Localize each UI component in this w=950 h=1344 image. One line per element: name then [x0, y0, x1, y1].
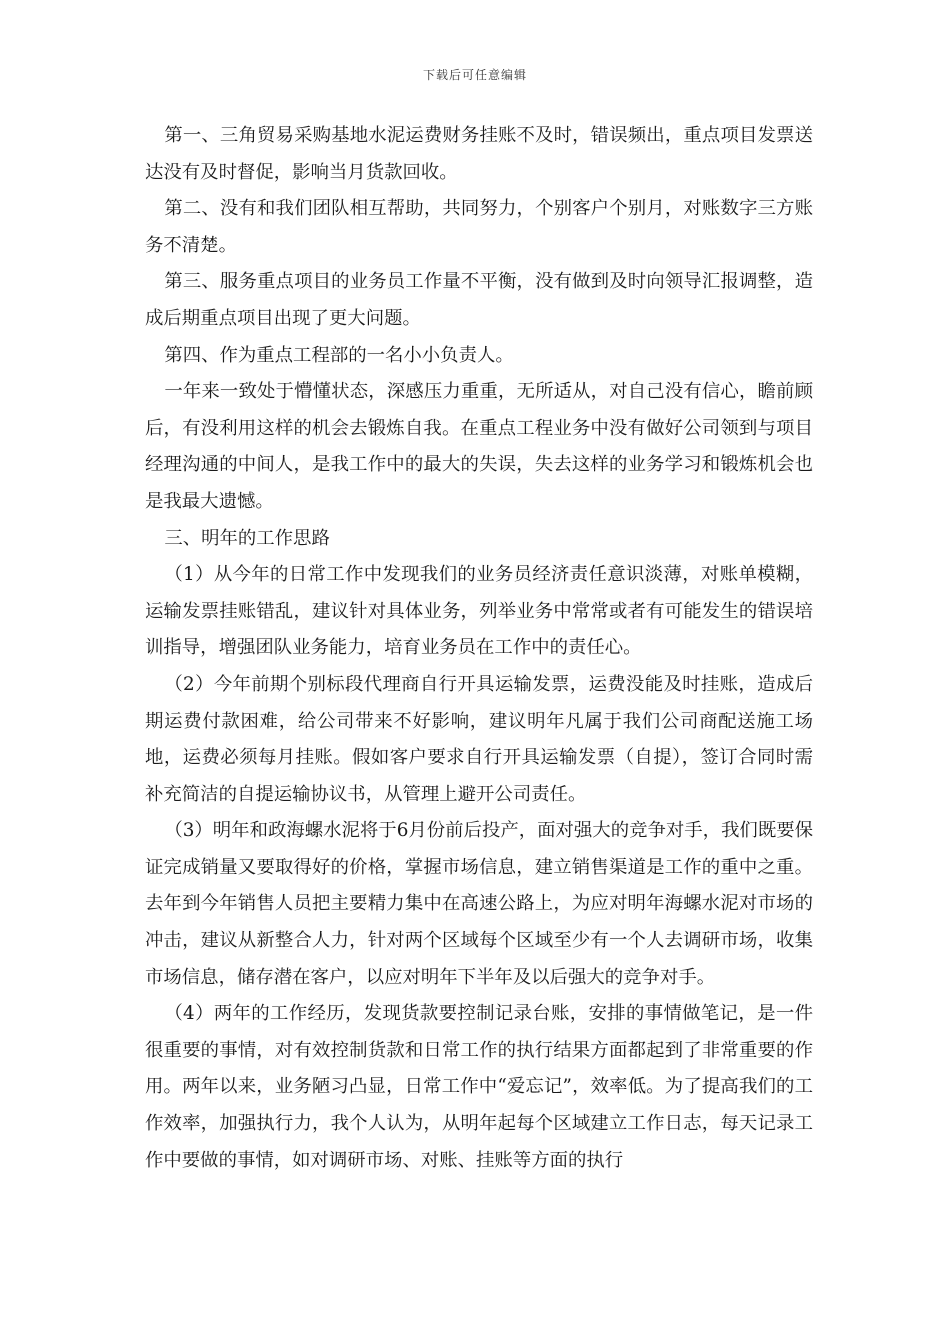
paragraph-self-reflection: 一年来一致处于懵懂状态，深感压力重重，无所适从，对自己没有信心，瞻前顾后，有没利用这样的机会去锻炼自我。在重点工程业务中没有做好公司领到与项目经理沟通的中间人，是我工作中的最大的失误，失去这样的业务学习和锻炼机会也是我最大遗憾。 — [145, 381, 813, 512]
document-body — [145, 118, 813, 1179]
page-header-note: 下载后可任意编辑 — [422, 68, 527, 82]
paragraph-plan-3: （3）明年和政海螺水泥将于6月份前后投产，面对强大的竞争对手，我们既要保证完成销量又要取得好的价格，掌握市场信息，建立销售渠道是工作的重中之重。去年到今年销售人员把主要精力集中在高速公路上，为应对明年海螺水泥对市场的冲击，建议从新整合人力，针对两个区域每个区域至少有一个人去调研市场，收集市场信息，储存潜在客户，以应对明年下半年及以后强大的竞争对手。 — [145, 820, 813, 988]
paragraph-issue-3: 第三、服务重点项目的业务员工作量不平衡，没有做到及时向领导汇报调整，造成后期重点项目出现了更大问题。 — [145, 271, 813, 329]
paragraph-plan-1: （1）从今年的日常工作中发现我们的业务员经济责任意识淡薄，对账单模糊，运输发票挂账错乱，建议针对具体业务，列举业务中常常或者有可能发生的错误培训指导，增强团队业务能力，培育业务员在工作中的责任心。 — [145, 564, 813, 659]
paragraph-issue-2: 第二、没有和我们团队相互帮助，共同努力，个别客户个别月，对账数字三方账务不清楚。 — [145, 198, 813, 256]
paragraph-plan-2: （2）今年前期个别标段代理商自行开具运输发票，运费没能及时挂账，造成后期运费付款困难，给公司带来不好影响，建议明年凡属于我们公司商配送施工场地，运费必须每月挂账。假如客户要求自行开具运输发票（自提），签订合同时需补充简洁的自提运输协议书，从管理上避开公司责任。 — [145, 673, 813, 805]
paragraph-issue-1: 第一、三角贸易采购基地水泥运费财务挂账不及时，错误频出，重点项目发票送达没有及时督促，影响当月货款回收。 — [145, 125, 813, 183]
section-heading-next-year-plan: 三、明年的工作思路 — [164, 527, 330, 549]
paragraph-issue-4: 第四、作为重点工程部的一名小小负责人。 — [164, 344, 514, 366]
paragraph-plan-4: （4）两年的工作经历，发现货款要控制记录台账，安排的事情做笔记，是一件很重要的事情，对有效控制货款和日常工作的执行结果方面都起到了非常重要的作用。两年以来，业务陋习凸显，日常工作中“爱忘记”，效率低。为了提高我们的工作效率，加强执行力，我个人认为，从明年起每个区域建立工作日志，每天记录工作中要做的事情，如对调研市场、对账、挂账等方面的执行 — [145, 1003, 813, 1171]
